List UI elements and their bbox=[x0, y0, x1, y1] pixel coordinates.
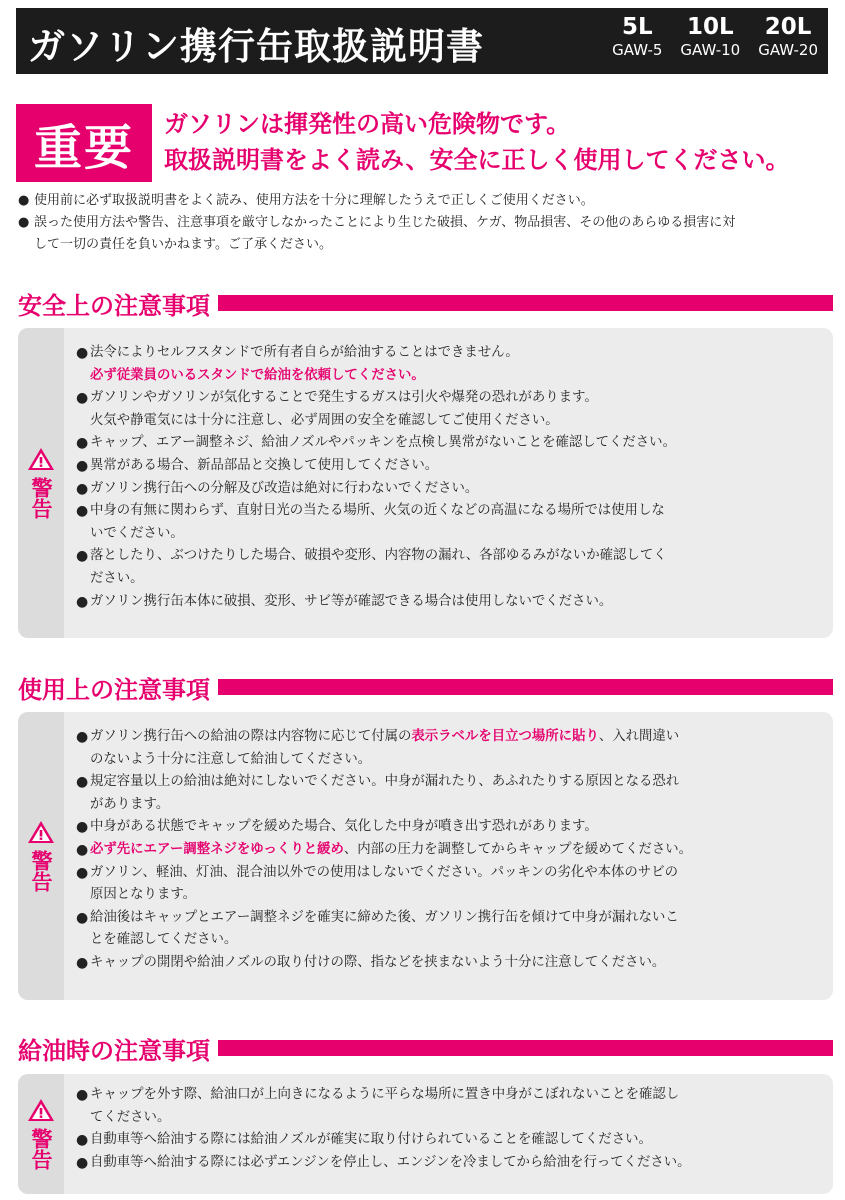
bullet-icon: ● bbox=[76, 774, 89, 791]
section-title: 安全上の注意事項 bbox=[18, 291, 210, 320]
list-item: ● ガソリン携行缶本体に破損、変形、サビ等が確認できる場合は使用しないでください。 bbox=[76, 591, 815, 614]
list-item bbox=[18, 190, 833, 212]
list-item-continued: てください。 bbox=[90, 1109, 171, 1125]
bullet-icon: ● bbox=[76, 345, 89, 361]
warning-box-safety bbox=[18, 328, 833, 638]
note-text: 使用前に必ず取扱説明書をよく読み、使用方法を十分に理解したうえで正しくご使用ください。 bbox=[34, 193, 594, 208]
warning-sidebar bbox=[18, 1074, 64, 1194]
warning-label: 警告 bbox=[29, 1128, 53, 1170]
list-item-continued: ださい。 bbox=[90, 570, 144, 586]
list-item: ● 必ず先にエアー調整ネジをゆっくりと緩め、内部の圧力を調整してからキャップを緩めてください。 bbox=[76, 839, 815, 862]
warning-label: 警告 bbox=[29, 850, 53, 892]
list-item: ● 自動車等へ給油する際には必ずエンジンを停止し、エンジンを冷ましてから給油を行ってください。 bbox=[76, 1152, 815, 1175]
size-10l bbox=[680, 16, 740, 58]
list-item-continued: 火気や静電気には十分に注意し、必ず周囲の安全を確認してご使用ください。 bbox=[90, 412, 559, 428]
section-heading-safety bbox=[18, 283, 833, 323]
bullet-icon: ● bbox=[76, 390, 89, 407]
section-heading-refuel bbox=[18, 1028, 833, 1068]
bullet-icon: ● bbox=[76, 1087, 89, 1103]
list-item: ● キャップの開閉や給油ノズルの取り付けの際、指などを挟まないよう十分に注意してください。 bbox=[76, 952, 815, 975]
warning-list bbox=[76, 726, 815, 975]
size-20l bbox=[758, 16, 818, 58]
list-item-continued: 原因となります。 bbox=[90, 887, 197, 903]
section-title: 給油時の注意事項 bbox=[18, 1036, 210, 1065]
list-item: ● ガソリン、軽油、灯油、混合油以外での使用はしないでください。パッキンの劣化や本体のサビの bbox=[76, 862, 815, 885]
size-volume: 10L bbox=[686, 14, 734, 40]
list-item: ● 落としたり、ぶつけたりした場合、破損や変形、内容物の漏れ、各部ゆるみがないか確認してく bbox=[76, 545, 815, 568]
list-item-continued: があります。 bbox=[90, 796, 170, 812]
section-heading-usage bbox=[18, 667, 833, 707]
size-model: GAW-20 bbox=[758, 41, 818, 59]
list-item: ● キャップを外す際、給油口が上向きになるように平らな場所に置き中身がこぼれないことを確認し bbox=[76, 1084, 815, 1107]
list-item bbox=[18, 212, 833, 234]
important-line: ガソリンは揮発性の高い危険物です。 bbox=[164, 110, 571, 138]
title-bar bbox=[16, 8, 828, 74]
emphasis-text: 表示ラベルを目立つ場所に貼り bbox=[411, 729, 599, 744]
bullet-icon: ● bbox=[76, 864, 89, 881]
emphasis-text: 必ず先にエアー調整ネジをゆっくりと緩め bbox=[90, 841, 344, 857]
bullet-icon: ● bbox=[76, 841, 89, 858]
size-model: GAW-5 bbox=[612, 41, 663, 59]
list-item-continued: とを確認してください。 bbox=[90, 932, 238, 948]
warning-triangle-icon bbox=[27, 820, 55, 844]
heading-bar bbox=[218, 679, 833, 695]
list-item: ● ガソリン携行缶への給油の際は内容物に応じて付属の表示ラベルを目立つ場所に貼り、入れ間違い bbox=[76, 726, 815, 749]
list-item: ● ガソリンやガソリンが気化することで発生するガスは引火や爆発の恐れがあります。 bbox=[76, 387, 815, 410]
warning-sidebar bbox=[18, 328, 64, 638]
bullet-icon: ● bbox=[76, 480, 89, 497]
important-badge: 重要 bbox=[16, 104, 152, 182]
list-item: ● 規定容量以上の給油は絶対にしないでください。中身が漏れたり、あふれたりする原因となる恐れ bbox=[76, 771, 815, 794]
list-item-continued: のないよう十分に注意して給油してください。 bbox=[90, 751, 372, 767]
warning-list bbox=[76, 342, 815, 613]
section-title: 使用上の注意事項 bbox=[18, 675, 210, 704]
size-volume: 5L bbox=[621, 14, 653, 40]
list-item: ● 中身の有無に関わらず、直射日光の当たる場所、火気の近くなどの高温になる場所では使用しな bbox=[76, 500, 815, 523]
list-item: ● 自動車等へ給油する際には給油ノズルが確実に取り付けられていることを確認してください。 bbox=[76, 1129, 815, 1152]
bullet-icon: ● bbox=[18, 193, 30, 208]
bullet-icon: ● bbox=[76, 548, 89, 565]
list-item: ● 給油後はキャップとエアー調整ネジを確実に締めた後、ガソリン携行缶を傾けて中身が漏れないこ bbox=[76, 907, 815, 930]
warning-box-usage bbox=[18, 712, 833, 1000]
bullet-icon: ● bbox=[76, 593, 89, 610]
warning-label: 警告 bbox=[29, 477, 53, 519]
size-model: GAW-10 bbox=[680, 41, 741, 59]
bullet-icon: ● bbox=[76, 503, 89, 520]
important-message bbox=[164, 106, 789, 178]
note-text: して一切の責任を負いかねます。ご了承ください。 bbox=[34, 237, 332, 252]
warning-triangle-icon bbox=[27, 1098, 55, 1122]
important-line: 取扱説明書をよく読み、安全に正しく使用してください。 bbox=[164, 146, 790, 174]
list-item: ● 中身がある状態でキャップを緩めた場合、気化した中身が噴き出す恐れがあります。 bbox=[76, 816, 815, 839]
warning-triangle-icon bbox=[27, 447, 55, 471]
bullet-icon: ● bbox=[76, 1132, 89, 1149]
bullet-icon: ● bbox=[76, 1154, 89, 1171]
note-text: 誤った使用方法や警告、注意事項を厳守しなかったことにより生じた破損、ケガ、物品損害、その他のあらゆる損害に対 bbox=[34, 215, 736, 230]
warning-list bbox=[76, 1084, 815, 1174]
list-item bbox=[18, 234, 833, 256]
emphasis-text: 必ず従業員のいるスタンドで給油を依頼してください。 bbox=[90, 367, 425, 383]
bullet-icon: ● bbox=[76, 954, 89, 971]
size-list bbox=[612, 16, 818, 58]
list-item: ● ガソリン携行缶への分解及び改造は絶対に行わないでください。 bbox=[76, 478, 815, 501]
warning-sidebar bbox=[18, 712, 64, 1000]
page-title: ガソリン携行缶取扱説明書 bbox=[28, 25, 484, 68]
list-item-continued: いでください。 bbox=[90, 525, 184, 541]
heading-bar bbox=[218, 1040, 833, 1056]
bullet-icon: ● bbox=[76, 457, 89, 474]
list-item: ● 異常がある場合、新品部品と交換して使用してください。 bbox=[76, 455, 815, 478]
list-item: ● キャップ、エアー調整ネジ、給油ノズルやパッキンを点検し異常がないことを確認してください。 bbox=[76, 432, 815, 455]
bullet-icon: ● bbox=[76, 819, 89, 836]
size-5l bbox=[612, 16, 662, 58]
bullet-icon: ● bbox=[76, 729, 89, 745]
bullet-icon: ● bbox=[76, 909, 89, 926]
bullet-icon: ● bbox=[76, 435, 89, 452]
heading-bar bbox=[218, 295, 833, 311]
bullet-icon: ● bbox=[18, 215, 30, 230]
intro-notes bbox=[18, 190, 833, 256]
warning-box-refuel bbox=[18, 1074, 833, 1194]
size-volume: 20L bbox=[764, 14, 812, 40]
list-item: ● 法令によりセルフスタンドで所有者自らが給油することはできません。 bbox=[76, 342, 815, 365]
